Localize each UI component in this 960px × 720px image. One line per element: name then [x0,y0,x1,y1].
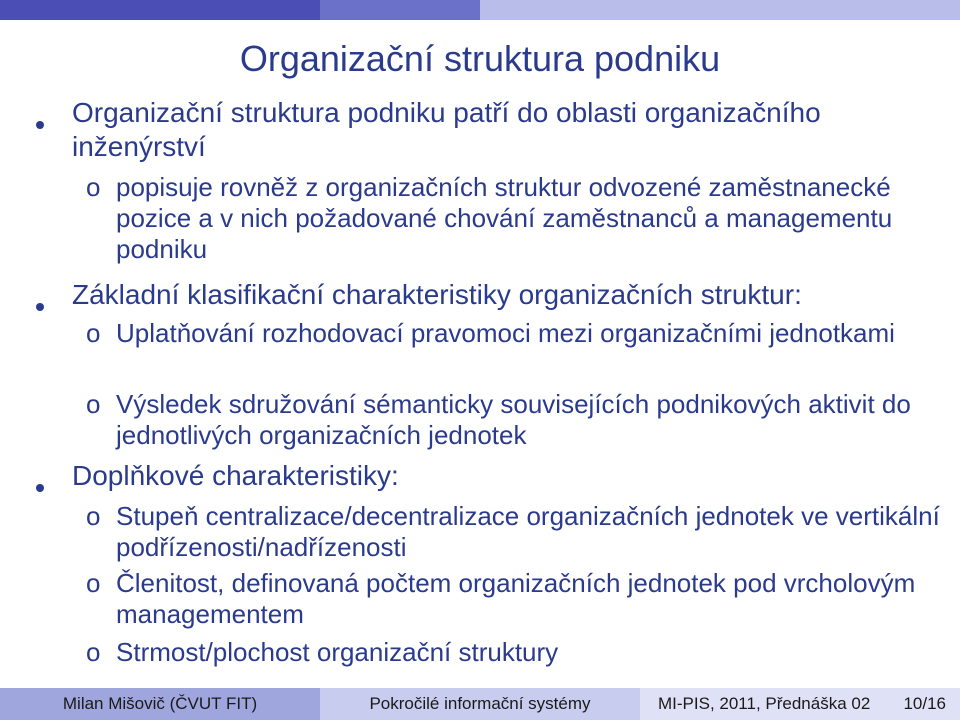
sub-bullet-marker: o [86,637,101,667]
sub-bullet-marker: o [86,318,101,348]
sub-bullet-marker: o [86,501,101,531]
sub-bullet-item: popisuje rovněž z organizačních struktur odvozené zaměstnanecké pozice a v nich požadované chování zaměstnanců a managementu podniku [116,172,893,264]
sub-bullet-marker: o [86,389,101,419]
footer-info [640,688,960,720]
sub-bullet-item: Stupeň centralizace/decentralizace organizačních jednotek ve vertikální podřízenosti/nadřízenosti [116,501,940,562]
sub-bullet-marker: o [86,172,101,202]
bullet-marker [36,111,48,123]
sub-bullet-item: Výsledek sdružování sémanticky souvisejících podnikových aktivit do jednotlivých organizačních jednotek [116,389,911,450]
top-bar-segment-mid [320,0,480,20]
bullet-item: Organizační struktura podniku patří do oblasti organizačního inženýrství [72,97,821,162]
top-bar-segment-light [480,0,960,20]
footer-course: Pokročilé informační systémy [320,688,640,720]
bullet-item: Základní klasifikační charakteristiky organizačních struktur: [72,279,802,310]
sub-bullet-marker: o [86,568,101,598]
slide-title: Organizační struktura podniku [239,38,721,79]
sub-bullet-item: Strmost/plochost organizační struktury [116,637,559,667]
bullet-marker [36,474,48,486]
top-bar-segment-dark [0,0,320,20]
sub-bullet-item: Členitost, definovaná počtem organizačních jednotek pod vrcholovým managementem [116,568,916,629]
footer-author: Milan Mišovič (ČVUT FIT) [0,688,320,720]
slide-footer [0,688,960,720]
bullet-marker [36,293,48,305]
footer-page-number: 10/16 [903,694,946,713]
sub-bullet-item: Uplatňování rozhodovací pravomoci mezi organizačními jednotkami [116,318,895,348]
bullet-item: Doplňkové charakteristiky: [72,460,399,491]
footer-lecture: MI-PIS, 2011, Přednáška 02 [658,694,871,713]
top-decorative-bar [0,0,960,20]
